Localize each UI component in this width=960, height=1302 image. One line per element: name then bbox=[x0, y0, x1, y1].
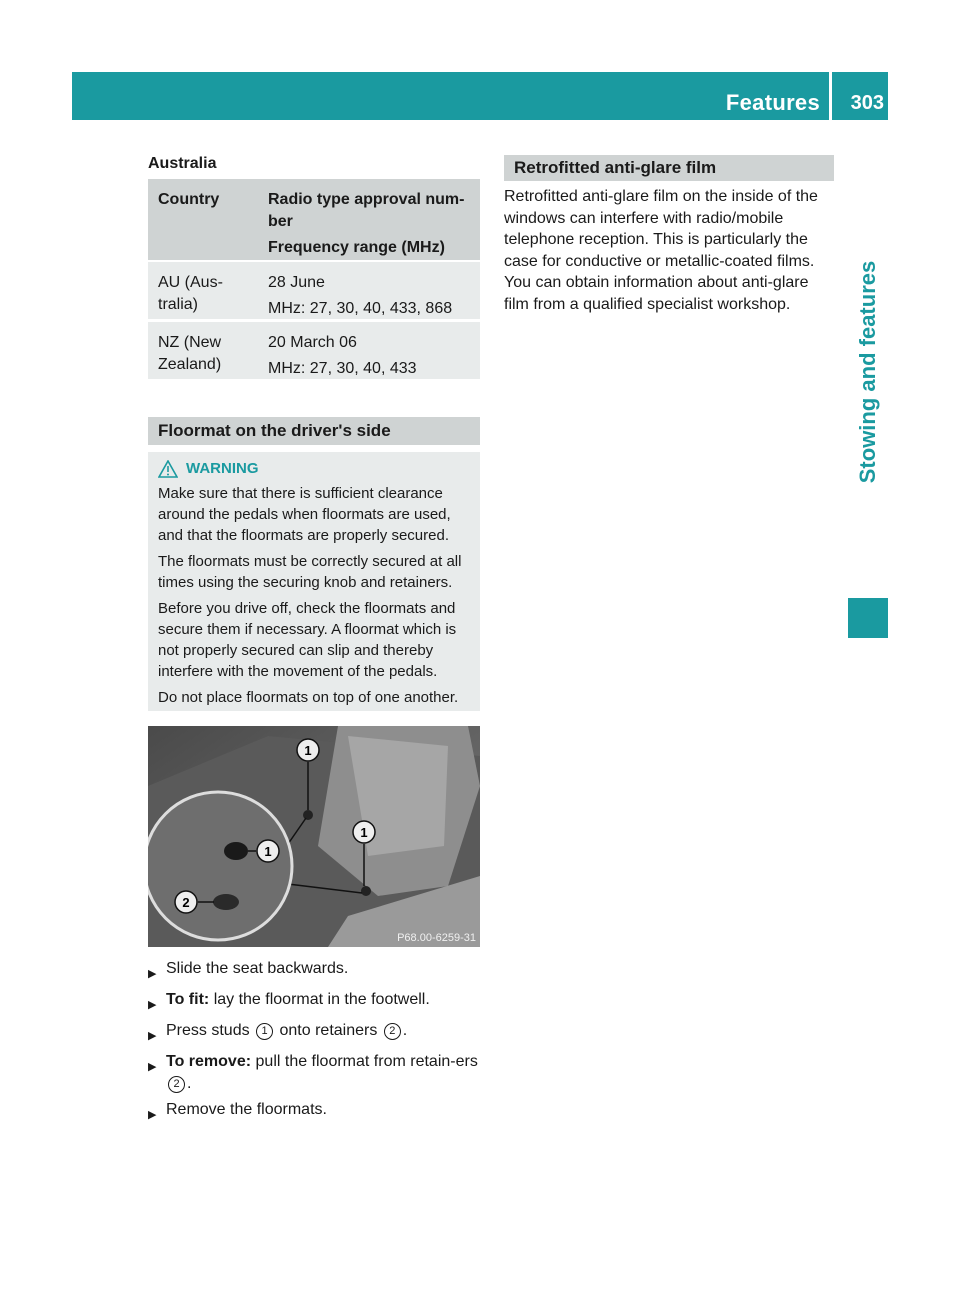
approval-header-line: Radio type approval num-ber bbox=[268, 191, 465, 230]
step-body: . bbox=[187, 1075, 192, 1092]
stud-detail bbox=[224, 842, 248, 860]
approval-value: 20 March 06 bbox=[268, 334, 357, 351]
retainer-detail bbox=[213, 894, 239, 910]
callout-badge bbox=[353, 821, 375, 843]
approval-cell bbox=[258, 322, 480, 379]
step-arrow-icon: ▶ bbox=[148, 1030, 157, 1042]
floormat-illustration bbox=[148, 726, 480, 947]
anti-glare-body: Retrofitted anti-glare film on the inside of the windows can interfere with radio/mobile telephone reception. This is particularly the case for conductive or metallic-coated films. You can obtain information about anti-glare film from a qualified specialist workshop. bbox=[504, 188, 818, 313]
col-country-header: Country bbox=[158, 191, 220, 208]
step-text bbox=[166, 989, 430, 1016]
warning-box bbox=[148, 452, 480, 711]
list-item bbox=[148, 989, 480, 1016]
header-divider bbox=[829, 72, 832, 120]
step-arrow-icon: ▶ bbox=[148, 1061, 157, 1073]
warning-title-text: WARNING bbox=[186, 460, 259, 477]
callout-badge bbox=[257, 840, 279, 862]
step-arrow-icon: ▶ bbox=[148, 968, 157, 980]
step-keyword: To remove: bbox=[166, 1053, 252, 1070]
step-body: . bbox=[402, 1022, 408, 1039]
page-header bbox=[72, 72, 888, 120]
detail-magnifier bbox=[148, 792, 292, 940]
callout-label: 1 bbox=[264, 844, 272, 859]
warning-triangle-icon bbox=[158, 460, 178, 478]
step-body: lay the floormat in the footwell. bbox=[213, 991, 430, 1008]
ref-number-badge: 2 bbox=[168, 1076, 185, 1093]
frequency-value: MHz: 27, 30, 40, 433 bbox=[268, 360, 417, 377]
warning-paragraph: Do not place floormats on top of one another. bbox=[158, 689, 459, 706]
step-text: Remove the floormats. bbox=[166, 1101, 327, 1118]
callout-label: 1 bbox=[360, 825, 368, 840]
page-number: 303 bbox=[850, 92, 884, 114]
callout-badge bbox=[175, 891, 197, 913]
step-keyword: To fit: bbox=[166, 991, 210, 1008]
anti-glare-heading: Retrofitted anti-glare film bbox=[504, 155, 834, 181]
list-item bbox=[148, 1051, 480, 1095]
ref-number-badge: 2 bbox=[384, 1023, 401, 1040]
list-item bbox=[148, 1020, 480, 1047]
approval-cell bbox=[258, 262, 480, 319]
figure-code: P68.00-6259-31 bbox=[397, 932, 476, 944]
warning-title bbox=[158, 458, 474, 479]
instruction-list bbox=[148, 958, 480, 1130]
step-text bbox=[166, 1020, 407, 1047]
section-label: Australia bbox=[148, 155, 217, 172]
step-body: onto retainers bbox=[279, 1022, 378, 1039]
callout-badge bbox=[297, 739, 319, 761]
frequency-header-line: Frequency range (MHz) bbox=[268, 239, 445, 256]
approval-table bbox=[148, 179, 480, 382]
step-text: Slide the seat backwards. bbox=[166, 960, 349, 977]
approval-value: 28 June bbox=[268, 274, 325, 291]
floormat-heading: Floormat on the driver's side bbox=[148, 417, 480, 445]
ref-number-badge: 1 bbox=[256, 1023, 273, 1040]
stud-marker bbox=[303, 810, 313, 820]
step-body: Press studs bbox=[166, 1022, 250, 1039]
list-item bbox=[148, 958, 480, 985]
step-arrow-icon: ▶ bbox=[148, 1109, 157, 1121]
step-body: pull the floormat from retain-ers bbox=[255, 1053, 478, 1070]
list-item bbox=[148, 1099, 480, 1126]
col-approval-header bbox=[258, 179, 480, 260]
frequency-value: MHz: 27, 30, 40, 433, 868 bbox=[268, 300, 453, 317]
country-cell: AU (Aus-tralia) bbox=[158, 274, 223, 313]
step-text bbox=[166, 1051, 480, 1095]
side-tab-block bbox=[848, 598, 888, 638]
callout-label: 2 bbox=[182, 895, 190, 910]
warning-paragraph: Before you drive off, check the floormats and secure them if necessary. A floormat which is not properly secured can slip and thereby interfere with the movement of the pedals. bbox=[158, 600, 457, 680]
table-header-row bbox=[148, 179, 480, 260]
side-tab-label: Stowing and features bbox=[855, 260, 880, 484]
table-row bbox=[148, 262, 480, 319]
table-row bbox=[148, 322, 480, 379]
country-cell: NZ (New Zealand) bbox=[158, 334, 222, 373]
side-tab bbox=[848, 142, 888, 602]
callout-label: 1 bbox=[304, 743, 312, 758]
warning-paragraph: The floormats must be correctly secured at all times using the securing knob and retainers. bbox=[158, 553, 462, 591]
stud-marker bbox=[361, 886, 371, 896]
step-arrow-icon: ▶ bbox=[148, 999, 157, 1011]
warning-paragraph: Make sure that there is sufficient clearance around the pedals when floormats are used, and that the floormats are properly secured. bbox=[158, 485, 451, 544]
chapter-title: Features bbox=[725, 90, 820, 115]
